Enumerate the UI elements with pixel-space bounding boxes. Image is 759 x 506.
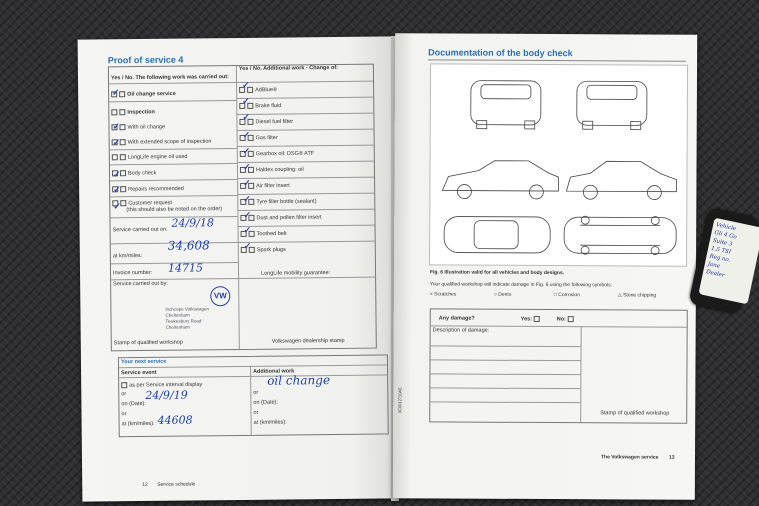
carried-out-by-label: Service carried out by: (113, 280, 168, 288)
no-checkbox[interactable] (567, 316, 573, 322)
km-label: at km/miles: (112, 253, 143, 260)
item-longlife-oil: LongLife engine oil used (112, 154, 188, 161)
col2-header: Yes / No. Additional work - Change of: (238, 64, 339, 72)
or-label-4: or (253, 409, 259, 416)
body-check-title: Documentation of the body check (428, 47, 573, 59)
page-number-left: 12 (142, 481, 148, 489)
next-date-value: 24/9/19 (145, 388, 188, 402)
col1-header: Yes / No. The following work was carried out: (110, 74, 229, 82)
item-customer-request: Customer request (112, 200, 172, 207)
item-body-check: Body check (112, 170, 157, 177)
item-extended-scope: With extended scope of inspection (112, 138, 212, 145)
instruction-text: Your qualified workshop will indicate damage in Fig. 6 using the following symbols: (429, 281, 613, 289)
item-customer-request-note: (this should also be noted on the order) (126, 206, 223, 214)
description-label: Description of damage: (432, 327, 490, 334)
item-oil-change: Oil change service (111, 91, 176, 98)
service-event-header: Service event (121, 369, 157, 377)
tick-icon: ✓ (242, 79, 250, 90)
additional-work-item: Brake fluid (239, 103, 281, 110)
no-label: No: (557, 316, 576, 323)
additional-work-header: Additional work (253, 368, 295, 375)
additional-work-item: Haldex coupling: oil (240, 166, 304, 173)
on-date-label-right: on (Date): (253, 399, 278, 406)
footer-left: Service schedule (157, 481, 196, 488)
at-km-label-right: at (km/miles): (253, 419, 287, 426)
vehicle-diagram (429, 63, 688, 266)
additional-work-item: Diesel fuel filter (239, 118, 293, 125)
additional-work-item: Spark plugs (241, 247, 286, 254)
tick-icon: ✓ (112, 87, 120, 98)
tick-icon: ✓ (242, 111, 251, 122)
tick-icon: ✓ (242, 95, 250, 106)
additional-work-item: Gearbox oil: DSG® ATF (240, 150, 314, 157)
additional-work-item: Dust and pollen filter insert (240, 214, 321, 221)
vehicle-outlines (430, 64, 687, 265)
tick-icon: ✓ (242, 145, 251, 156)
tick-icon: ✓ (243, 240, 252, 251)
on-date-label: on (Date): (121, 400, 146, 408)
symbol-dents: ○ Dents (493, 291, 512, 298)
tick-icon: ✓ (243, 177, 251, 188)
tick-icon: ✓ (112, 137, 121, 148)
item-with-oil-change: With oil change (111, 124, 165, 131)
additional-work-item: Gas filter (240, 135, 278, 142)
footer-right: The Volkswagen service (600, 454, 659, 461)
right-page (393, 33, 697, 500)
next-km-value: 44608 (157, 413, 193, 427)
or-label-1: or (121, 391, 127, 398)
any-damage-label: Any damage? (438, 315, 475, 322)
item-inspection: Inspection (111, 109, 155, 116)
additional-work-item: Toothed belt (241, 230, 287, 237)
tick-icon: ✓ (113, 201, 121, 212)
invoice-label: Invoice number: (113, 269, 153, 277)
item-repairs-recommended: Repairs recommended (112, 186, 184, 193)
stamp-label: Stamp of qualified workshop (113, 339, 183, 347)
tick-icon: ✓ (112, 169, 121, 180)
vw-logo-icon: VW (210, 286, 230, 306)
tick-icon: ✓ (112, 121, 121, 132)
or-label-2: or (121, 411, 127, 418)
additional-work-item: Tyre filler bottle (sealant) (240, 198, 316, 205)
km-value: 34,608 (167, 238, 210, 253)
left-page (78, 36, 401, 501)
dealer-stamp: Inchcape Volkswagen Cheltenham Tewkesbury Road Cheltenham (165, 306, 209, 330)
longlife-label: LongLife mobility guarantee: (261, 270, 331, 277)
tick-icon: ✓ (243, 224, 252, 235)
workshop-stamp-label: Stamp of qualified workshop (600, 410, 670, 417)
tick-icon: ✓ (113, 184, 121, 195)
next-service-title: Your next service (120, 358, 167, 366)
tick-icon: ✓ (243, 193, 251, 204)
at-km-label: at (km/miles): (121, 420, 155, 428)
yes-checkbox[interactable] (534, 316, 540, 322)
tick-icon: ✓ (242, 129, 251, 140)
proof-of-service-title: Proof of service 4 (107, 54, 184, 66)
tick-icon: ✓ (243, 209, 252, 220)
service-date-label: Service carried out on: (112, 226, 168, 234)
as-per-label: as per Service interval display (121, 381, 202, 388)
additional-work-item: Air filter insert (240, 182, 290, 189)
damage-box (429, 308, 688, 423)
symbol-stone-chipping: △ Stone chipping (617, 292, 657, 299)
vw-stamp-label: Volkswagen dealership stamp (271, 337, 345, 345)
page-number-right: 13 (668, 454, 675, 461)
yes-label: Yes: (521, 316, 542, 323)
additional-work-item: AdBlue® (239, 87, 277, 94)
symbol-scratches: × Scratches (429, 291, 457, 298)
invoice-value: 14715 (167, 261, 204, 275)
margin-code: 3C0012720AE (397, 387, 403, 414)
key-tag: Vehicle Gli 4 Go Suite 3 1.5 TSI Reg no. Jane Dealer (698, 218, 759, 305)
additional-work-value: oil change (267, 373, 331, 388)
or-label-3: or (253, 389, 259, 396)
symbol-corrosion: □ Corrosion (553, 292, 580, 299)
service-date-value: 24/9/18 (171, 216, 214, 230)
figure-caption: Fig. 6 Illustration valid for all vehicles and body designs. (429, 269, 565, 277)
tick-icon: ✓ (242, 161, 251, 172)
